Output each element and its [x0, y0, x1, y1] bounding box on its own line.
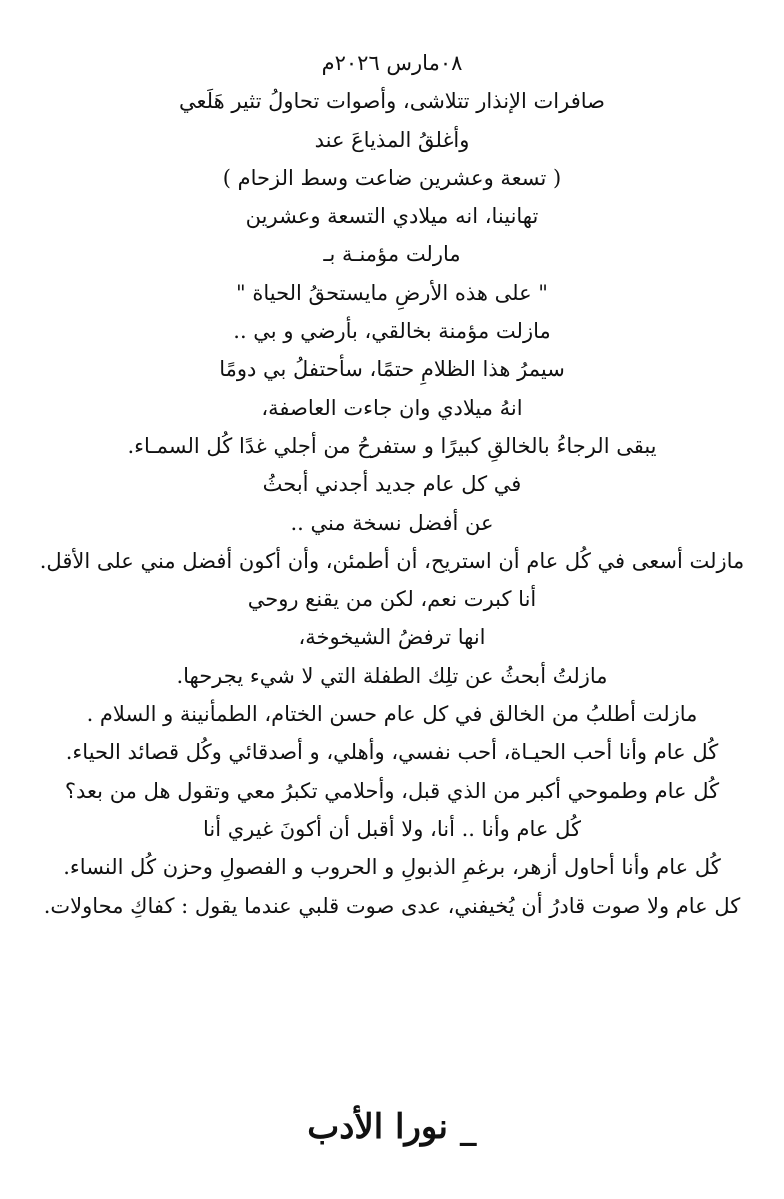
poem-line-13: مازلت أسعى في كُل عام أن استريح، أن أطمئن، وأن أكون أفضل مني على الأقل.: [39, 548, 745, 573]
poem-line-10: يبقى الرجاءُ بالخالقِ كبيرًا و ستفرحُ من أجلي غدًا كُل السمـاء.: [127, 433, 657, 458]
poem-line-6: " على هذه الأرضِ مايستحقُ الحياة ": [236, 280, 548, 305]
author-signature: _ نورا الأدب: [307, 1107, 477, 1147]
poem-line-2: وأغلقُ المذياعَ عند: [314, 127, 470, 152]
poem-date: ٠٨مارس ٢٠٢٦م: [321, 51, 463, 75]
poem-line-8: سيمرُ هذا الظلامِ حتمًا، سأحتفلُ بي دومًا: [219, 357, 565, 382]
poem-line-20: كُل عام وأنا .. أنا، ولا أقبل أن أكونَ غيري أنا: [202, 816, 582, 841]
poem-line-21: كُل عام وأنا أحاول أزهر، برغمِ الذبولِ و الحروب و الفصولِ وحزن كُل النساء.: [63, 855, 721, 880]
poem-line-19: كُل عام وطموحي أكبر من الذي قبل، وأحلامي تكبرُ معي وتقول هل من بعد؟: [64, 778, 720, 803]
poem-line-12: عن أفضل نسخة مني ..: [290, 510, 494, 535]
poem-line-18: كُل عام وأنا أحب الحيـاة، أحب نفسي، وأهلي، و أصدقائي وكُل قصائد الحياء.: [65, 740, 719, 765]
poem-line-1: صافرات الإنذار تتلاشى، وأصوات تحاولُ تثير هَلَعي: [179, 89, 605, 114]
poem-line-16: مازلتُ أبحثُ عن تلِك الطفلة التي لا شيء يجرحها.: [176, 663, 608, 688]
poem-line-9: انهُ ميلادي وان جاءت العاصفة،: [261, 395, 523, 420]
poem-line-15: انها ترفضُ الشيخوخة،: [298, 625, 486, 650]
poem-line-7: مازلت مؤمنة بخالقي، بأرضي و بي ..: [233, 319, 551, 344]
poem-text: [0, 44, 784, 925]
poem-line-11: في كل عام جديد أجدني أبحثُ: [262, 472, 522, 497]
poem-line-5: مارلت مؤمنـة بـ: [323, 242, 461, 267]
poem-line-22: كل عام ولا صوت قادرُ أن يُخيفني، عدى صوت قلبي عندما يقول : كفاكِ محاولات.: [43, 893, 741, 918]
poem-line-14: أنا كبرت نعم، لكن من يقنع روحي: [247, 587, 537, 612]
poem-line-17: مازلت أطلبُ من الخالق في كل عام حسن الختام، الطمأنينة و السلام .: [86, 702, 698, 727]
poem-line-4: تهانينا، انه ميلادي التسعة وعشرين: [245, 204, 539, 229]
poem-line-3: ( تسعة وعشرين ضاعت وسط الزحام ): [222, 165, 562, 190]
